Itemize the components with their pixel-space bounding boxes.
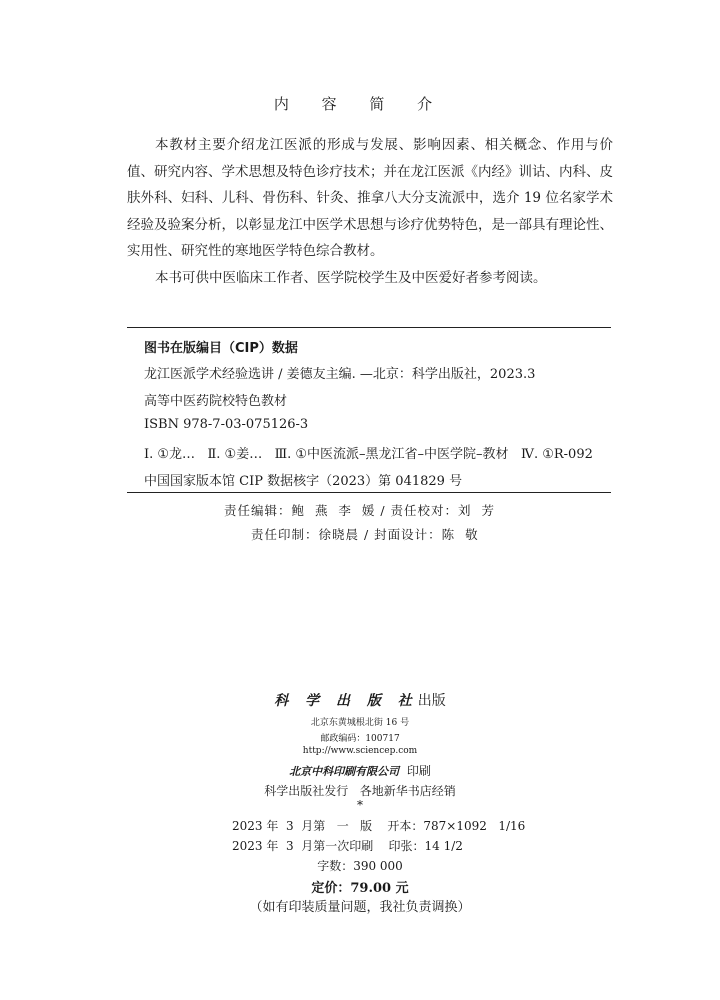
cip-series: 高等中医药院校特色教材 — [144, 394, 288, 409]
printer-name: 北京中科印刷有限公司 — [289, 765, 400, 778]
staff-editors: 责任编辑：鲍 燕 李 媛 / 责任校对：刘 芳 — [224, 503, 495, 518]
cip-heading: 图书在版编目（CIP）数据 — [144, 341, 298, 356]
distribution-line: 科学出版社发行 各地新华书店经销 — [264, 784, 456, 798]
printing-line: 2023 年 3 月第一次印刷 印张：14 1/2 — [232, 839, 463, 853]
intro-paragraph: 本教材主要介绍龙江医派的形成与发展、影响因素、相关概念、作用与价值、研究内容、学术思想及特色诊疗技术；并在龙江医派《内经》训诂、内科、皮肤外科、妇科、儿科、骨伤科、针灸、推拿八大分支流派中，选介 19 位名家学术经验及验案分析，以彰显龙江中医学术思想与诊疗优势特色，是一部具有理论性、实用性、研究性的寒地医学特色综合教材。 — [127, 137, 613, 259]
printer-suffix: 印刷 — [406, 764, 431, 778]
separator-star: * — [357, 798, 363, 812]
publisher-address: 北京东黄城根北街 16 号 — [310, 718, 410, 728]
cip-top-rule — [127, 327, 611, 328]
publisher-line — [0, 690, 720, 710]
price: 定价：79.00 元 — [311, 881, 409, 896]
cip-classification: Ⅰ. ①龙… Ⅱ. ①姜… Ⅲ. ①中医流派–黑龙江省–中医学院–教材 Ⅳ. ①R-092 — [144, 447, 593, 462]
intro-body — [127, 132, 613, 291]
intro-paragraph: 本书可供中医临床工作者、医学院校学生及中医爱好者参考阅读。 — [155, 269, 547, 286]
intro-title: 内 容 简 介 — [273, 95, 447, 113]
cip-bottom-rule — [127, 492, 611, 493]
publisher-suffix: 出版 — [417, 693, 446, 709]
quality-notice: （如有印装质量问题，我社负责调换） — [249, 900, 471, 915]
printer-line — [0, 762, 720, 779]
cip-record-number: 中国国家版本馆 CIP 数据核字（2023）第 041829 号 — [144, 474, 463, 489]
edition-line: 2023 年 3 月第 一 版 开本：787×1092 1/16 — [232, 819, 526, 833]
publisher-name: 科 学 出 版 社 — [274, 693, 418, 709]
word-count: 字数：390 000 — [317, 859, 403, 873]
publisher-url: http://www.sciencep.com — [302, 746, 418, 756]
cip-record: 龙江医派学术经验选讲 / 姜德友主编. —北京：科学出版社，2023.3 — [144, 367, 536, 382]
staff-production: 责任印制：徐晓晨 / 封面设计：陈 敬 — [251, 527, 479, 542]
publisher-postcode: 邮政编码：100717 — [320, 734, 400, 744]
cip-isbn: ISBN 978-7-03-075126-3 — [144, 417, 309, 432]
